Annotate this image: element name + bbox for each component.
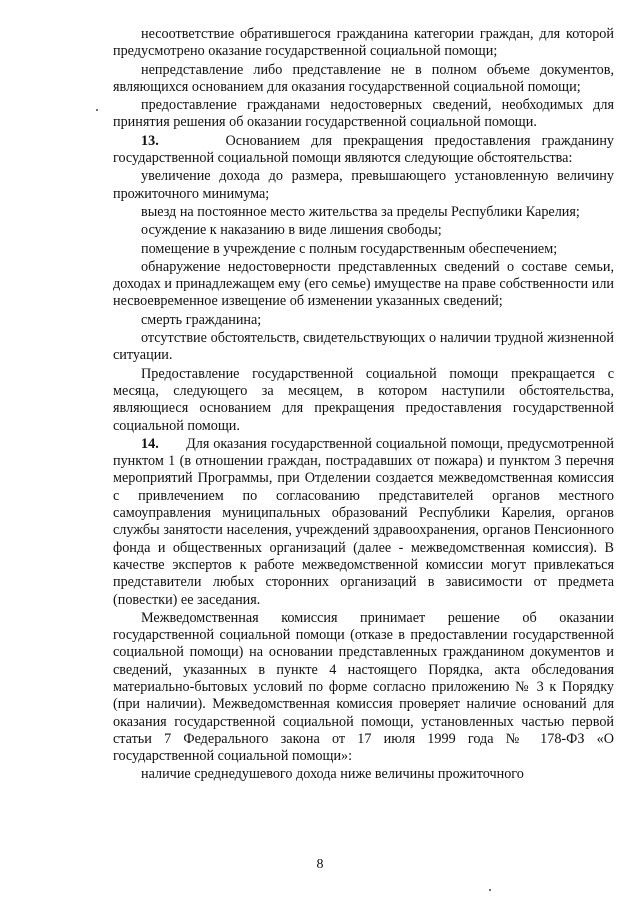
paragraph-false-information <box>113 97 614 132</box>
paragraph-text: Основанием для прекращения предоставления гражданину государственной социальной помощи являются следующие обстоятельства: <box>113 132 615 167</box>
clause-14 <box>113 436 614 609</box>
paragraph-text: Межведомственная комиссия принимает решение об оказании государственной социальной помощи (отказе в предоставлении государственной социальной помощи) на основании представленных гражданином документов и сведений, указанных в пункте 4 настоящего Порядка, акта обследования материально-бытовых условий по форме согласно приложению № 3 к Порядку (при наличии). Межведомственная комиссия проверяет наличие оснований для оказания государственной социальной помощи, установленных частью первой статьи 7 Федерального закона от 17 июля 1999 года № 178-ФЗ «О государственной социальной помощи»: <box>113 609 614 765</box>
page-body <box>113 26 614 784</box>
paragraph-conviction <box>113 222 614 239</box>
paragraph-relocation <box>113 204 614 221</box>
paragraph-text: смерть гражданина; <box>141 311 262 328</box>
paragraph-text: предоставление гражданами недостоверных сведений, необходимых для принятия решения об оказании государственной социальной помощи. <box>113 97 614 131</box>
paragraph-income-below-minimum <box>113 766 614 783</box>
paragraph-documents-missing <box>113 62 614 97</box>
scan-speck <box>489 889 491 891</box>
paragraph-no-hardship <box>113 330 614 365</box>
paragraph-text: непредставление либо представление не в полном объеме документов, являющихся основанием для оказания государственной социальной помощи; <box>113 61 614 95</box>
paragraph-death <box>113 312 614 329</box>
clause-number: 13. <box>141 132 159 149</box>
paragraph-text: осуждение к наказанию в виде лишения свободы; <box>141 222 442 239</box>
paragraph-unreliable-data <box>113 259 614 311</box>
paragraph-text: отсутствие обстоятельств, свидетельствующих о наличии трудной жизненной ситуации. <box>113 330 614 364</box>
paragraph-text: обнаружение недостоверности представленных сведений о составе семьи, доходах и принадлежащем ему (его семье) имуществе на праве собственности или несвоевременное извещение об изменении указанных сведений; <box>113 258 614 310</box>
paragraph-text: выезд на постоянное место жительства за пределы Республики Карелия; <box>141 203 580 220</box>
paragraph-text: наличие среднедушевого дохода ниже величины прожиточного <box>141 766 524 783</box>
scan-speck <box>96 109 98 111</box>
paragraph-state-institution <box>113 241 614 258</box>
clause-number: 14. <box>141 435 159 452</box>
paragraph-income-increase <box>113 168 614 203</box>
paragraph-termination-date <box>113 366 614 435</box>
paragraph-text: несоответствие обратившегося гражданина категории граждан, для которой предусмотрено оказание государственной социальной помощи; <box>113 26 614 60</box>
page-number: 8 <box>316 857 324 872</box>
clause-13 <box>113 133 614 168</box>
paragraph-text: увеличение дохода до размера, превышающего установленную величину прожиточного минимума; <box>113 168 614 202</box>
paragraph-commission-decision <box>113 610 614 766</box>
paragraph-category-mismatch <box>113 26 614 61</box>
paragraph-text: Предоставление государственной социальной помощи прекращается с месяца, следующего за месяцем, в котором наступили обстоятельства, являющиеся основанием для прекращения предоставления государственной социальной помощи. <box>113 365 614 434</box>
paragraph-text: помещение в учреждение с полным государственным обеспечением; <box>141 240 558 257</box>
paragraph-text: Для оказания государственной социальной помощи, предусмотренной пунктом 1 (в отношении граждан, пострадавших от пожара) и пунктом 3 перечня мероприятий Программы, при Отделении создается межведомственная комиссия с привлечением по согласованию представителей органов местного самоуправления муниципальных образований Республики Карелия, органов службы занятости населения, учреждений здравоохранения, органов Пенсионного фонда и общественных организаций (далее - межведомственная комиссия). В качестве экспертов к работе межведомственной комиссии могут привлекаться представители любых сторонних организаций в зависимости от предмета (повестки) ее заседания. <box>113 435 614 608</box>
